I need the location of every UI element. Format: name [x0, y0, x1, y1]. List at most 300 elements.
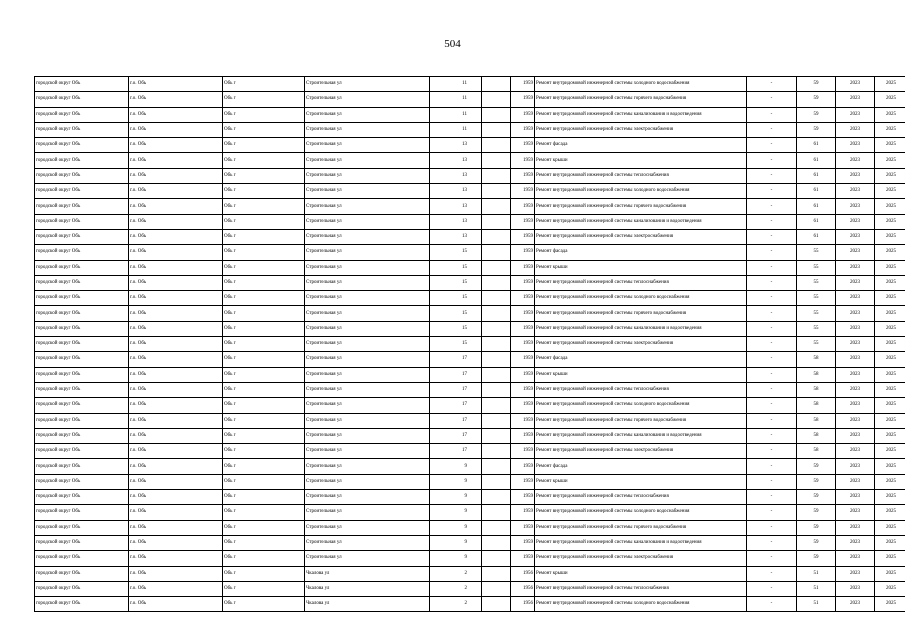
- blank-cell: [482, 168, 511, 183]
- blank-cell: [482, 505, 511, 520]
- locality-cell: Обь г: [223, 352, 305, 367]
- build-year-cell: 1959: [511, 459, 535, 474]
- build-year-cell: 1959: [511, 352, 535, 367]
- start-year-cell: 2023: [836, 199, 875, 214]
- table-row: [35, 413, 905, 428]
- street-cell: Строительная ул: [305, 214, 430, 229]
- street-cell: Чкалова ул: [305, 566, 430, 581]
- work-type-cell: Ремонт внутридомовой инженерной системы горячего водоснабжения: [535, 92, 747, 107]
- blank-cell: [482, 520, 511, 535]
- city-cell: г.о. Обь: [129, 306, 223, 321]
- city-cell: г.о. Обь: [129, 382, 223, 397]
- city-cell: г.о. Обь: [129, 413, 223, 428]
- dash-cell: -: [747, 535, 797, 550]
- value-cell: 61: [797, 214, 836, 229]
- work-type-cell: Ремонт внутридомовой инженерной системы электроснабжения: [535, 551, 747, 566]
- table-row: [35, 138, 905, 153]
- build-year-cell: 1959: [511, 122, 535, 137]
- dash-cell: -: [747, 566, 797, 581]
- end-year-cell: 2025: [875, 306, 905, 321]
- work-type-cell: Ремонт внутридомовой инженерной системы электроснабжения: [535, 122, 747, 137]
- city-cell: г.о. Обь: [129, 245, 223, 260]
- district-cell: городской округ Обь: [35, 214, 129, 229]
- district-cell: городской округ Обь: [35, 168, 129, 183]
- house-number-cell: 13: [430, 168, 482, 183]
- district-cell: городской округ Обь: [35, 413, 129, 428]
- build-year-cell: 1959: [511, 337, 535, 352]
- house-number-cell: 17: [430, 352, 482, 367]
- build-year-cell: 1959: [511, 168, 535, 183]
- city-cell: г.о. Обь: [129, 291, 223, 306]
- work-type-cell: Ремонт внутридомовой инженерной системы горячего водоснабжения: [535, 306, 747, 321]
- house-number-cell: 2: [430, 581, 482, 596]
- value-cell: 55: [797, 337, 836, 352]
- dash-cell: -: [747, 581, 797, 596]
- end-year-cell: 2025: [875, 321, 905, 336]
- end-year-cell: 2025: [875, 199, 905, 214]
- blank-cell: [482, 535, 511, 550]
- table-row: [35, 566, 905, 581]
- start-year-cell: 2023: [836, 321, 875, 336]
- work-type-cell: Ремонт фасада: [535, 245, 747, 260]
- locality-cell: Обь г: [223, 260, 305, 275]
- start-year-cell: 2023: [836, 107, 875, 122]
- blank-cell: [482, 245, 511, 260]
- locality-cell: Обь г: [223, 245, 305, 260]
- table-row: [35, 321, 905, 336]
- dash-cell: -: [747, 382, 797, 397]
- end-year-cell: 2025: [875, 275, 905, 290]
- dash-cell: -: [747, 459, 797, 474]
- repair-schedule-body: [35, 77, 905, 612]
- work-type-cell: Ремонт внутридомовой инженерной системы холодного водоснабжения: [535, 77, 747, 92]
- table-row: [35, 597, 905, 612]
- street-cell: Строительная ул: [305, 382, 430, 397]
- locality-cell: Обь г: [223, 444, 305, 459]
- build-year-cell: 1956: [511, 581, 535, 596]
- table-row: [35, 77, 905, 92]
- blank-cell: [482, 581, 511, 596]
- locality-cell: Обь г: [223, 413, 305, 428]
- table-row: [35, 214, 905, 229]
- table-row: [35, 153, 905, 168]
- work-type-cell: Ремонт фасада: [535, 459, 747, 474]
- house-number-cell: 15: [430, 245, 482, 260]
- street-cell: Строительная ул: [305, 535, 430, 550]
- city-cell: г.о. Обь: [129, 337, 223, 352]
- locality-cell: Обь г: [223, 122, 305, 137]
- work-type-cell: Ремонт фасада: [535, 138, 747, 153]
- district-cell: городской округ Обь: [35, 566, 129, 581]
- locality-cell: Обь г: [223, 398, 305, 413]
- table-row: [35, 275, 905, 290]
- end-year-cell: 2025: [875, 520, 905, 535]
- value-cell: 59: [797, 459, 836, 474]
- end-year-cell: 2025: [875, 77, 905, 92]
- city-cell: г.о. Обь: [129, 566, 223, 581]
- street-cell: Строительная ул: [305, 275, 430, 290]
- blank-cell: [482, 459, 511, 474]
- end-year-cell: 2025: [875, 107, 905, 122]
- start-year-cell: 2023: [836, 490, 875, 505]
- locality-cell: Обь г: [223, 306, 305, 321]
- blank-cell: [482, 122, 511, 137]
- table-row: [35, 444, 905, 459]
- city-cell: г.о. Обь: [129, 428, 223, 443]
- start-year-cell: 2023: [836, 337, 875, 352]
- table-row: [35, 398, 905, 413]
- house-number-cell: 2: [430, 566, 482, 581]
- table-row: [35, 551, 905, 566]
- city-cell: г.о. Обь: [129, 459, 223, 474]
- blank-cell: [482, 474, 511, 489]
- district-cell: городской округ Обь: [35, 184, 129, 199]
- district-cell: городской округ Обь: [35, 382, 129, 397]
- dash-cell: -: [747, 92, 797, 107]
- locality-cell: Обь г: [223, 275, 305, 290]
- district-cell: городской округ Обь: [35, 153, 129, 168]
- dash-cell: -: [747, 520, 797, 535]
- dash-cell: -: [747, 138, 797, 153]
- work-type-cell: Ремонт крыши: [535, 566, 747, 581]
- value-cell: 61: [797, 199, 836, 214]
- start-year-cell: 2023: [836, 122, 875, 137]
- work-type-cell: Ремонт внутридомовой инженерной системы канализования и водоотведения: [535, 535, 747, 550]
- work-type-cell: Ремонт крыши: [535, 367, 747, 382]
- build-year-cell: 1959: [511, 229, 535, 244]
- blank-cell: [482, 199, 511, 214]
- blank-cell: [482, 444, 511, 459]
- build-year-cell: 1959: [511, 199, 535, 214]
- locality-cell: Обь г: [223, 77, 305, 92]
- locality-cell: Обь г: [223, 490, 305, 505]
- table-row: [35, 184, 905, 199]
- table-row: [35, 245, 905, 260]
- street-cell: Строительная ул: [305, 199, 430, 214]
- start-year-cell: 2023: [836, 260, 875, 275]
- build-year-cell: 1959: [511, 505, 535, 520]
- end-year-cell: 2025: [875, 382, 905, 397]
- build-year-cell: 1959: [511, 428, 535, 443]
- value-cell: 55: [797, 291, 836, 306]
- value-cell: 55: [797, 306, 836, 321]
- city-cell: г.о. Обь: [129, 535, 223, 550]
- dash-cell: -: [747, 107, 797, 122]
- locality-cell: Обь г: [223, 291, 305, 306]
- locality-cell: Обь г: [223, 214, 305, 229]
- locality-cell: Обь г: [223, 597, 305, 612]
- locality-cell: Обь г: [223, 551, 305, 566]
- work-type-cell: Ремонт внутридомовой инженерной системы канализования и водоотведения: [535, 214, 747, 229]
- build-year-cell: 1959: [511, 107, 535, 122]
- end-year-cell: 2025: [875, 122, 905, 137]
- house-number-cell: 17: [430, 428, 482, 443]
- locality-cell: Обь г: [223, 107, 305, 122]
- build-year-cell: 1959: [511, 490, 535, 505]
- blank-cell: [482, 428, 511, 443]
- district-cell: городской округ Обь: [35, 77, 129, 92]
- locality-cell: Обь г: [223, 321, 305, 336]
- start-year-cell: 2023: [836, 581, 875, 596]
- dash-cell: -: [747, 398, 797, 413]
- dash-cell: -: [747, 444, 797, 459]
- table-row: [35, 168, 905, 183]
- district-cell: городской округ Обь: [35, 428, 129, 443]
- table-row: [35, 199, 905, 214]
- city-cell: г.о. Обь: [129, 184, 223, 199]
- end-year-cell: 2025: [875, 229, 905, 244]
- work-type-cell: Ремонт внутридомовой инженерной системы электроснабжения: [535, 337, 747, 352]
- table-row: [35, 107, 905, 122]
- end-year-cell: 2025: [875, 168, 905, 183]
- end-year-cell: 2025: [875, 92, 905, 107]
- blank-cell: [482, 291, 511, 306]
- city-cell: г.о. Обь: [129, 474, 223, 489]
- district-cell: городской округ Обь: [35, 321, 129, 336]
- build-year-cell: 1959: [511, 551, 535, 566]
- end-year-cell: 2025: [875, 505, 905, 520]
- street-cell: Строительная ул: [305, 291, 430, 306]
- end-year-cell: 2025: [875, 566, 905, 581]
- street-cell: Строительная ул: [305, 428, 430, 443]
- district-cell: городской округ Обь: [35, 581, 129, 596]
- locality-cell: Обь г: [223, 474, 305, 489]
- dash-cell: -: [747, 551, 797, 566]
- dash-cell: -: [747, 275, 797, 290]
- city-cell: г.о. Обь: [129, 551, 223, 566]
- value-cell: 59: [797, 505, 836, 520]
- district-cell: городской округ Обь: [35, 229, 129, 244]
- work-type-cell: Ремонт внутридомовой инженерной системы теплоснабжения: [535, 275, 747, 290]
- blank-cell: [482, 260, 511, 275]
- work-type-cell: Ремонт крыши: [535, 260, 747, 275]
- end-year-cell: 2025: [875, 444, 905, 459]
- district-cell: городской округ Обь: [35, 597, 129, 612]
- dash-cell: -: [747, 199, 797, 214]
- table-row: [35, 352, 905, 367]
- start-year-cell: 2023: [836, 138, 875, 153]
- end-year-cell: 2025: [875, 428, 905, 443]
- district-cell: городской округ Обь: [35, 275, 129, 290]
- house-number-cell: 9: [430, 535, 482, 550]
- end-year-cell: 2025: [875, 398, 905, 413]
- start-year-cell: 2023: [836, 520, 875, 535]
- start-year-cell: 2023: [836, 398, 875, 413]
- city-cell: г.о. Обь: [129, 398, 223, 413]
- work-type-cell: Ремонт внутридомовой инженерной системы канализования и водоотведения: [535, 321, 747, 336]
- street-cell: Строительная ул: [305, 229, 430, 244]
- street-cell: Строительная ул: [305, 520, 430, 535]
- value-cell: 58: [797, 352, 836, 367]
- locality-cell: Обь г: [223, 459, 305, 474]
- city-cell: г.о. Обь: [129, 199, 223, 214]
- start-year-cell: 2023: [836, 474, 875, 489]
- build-year-cell: 1959: [511, 321, 535, 336]
- dash-cell: -: [747, 428, 797, 443]
- build-year-cell: 1959: [511, 291, 535, 306]
- start-year-cell: 2023: [836, 382, 875, 397]
- district-cell: городской округ Обь: [35, 260, 129, 275]
- work-type-cell: Ремонт внутридомовой инженерной системы горячего водоснабжения: [535, 413, 747, 428]
- blank-cell: [482, 229, 511, 244]
- house-number-cell: 9: [430, 490, 482, 505]
- district-cell: городской округ Обь: [35, 107, 129, 122]
- table-row: [35, 474, 905, 489]
- start-year-cell: 2023: [836, 306, 875, 321]
- street-cell: Строительная ул: [305, 153, 430, 168]
- house-number-cell: 17: [430, 444, 482, 459]
- locality-cell: Обь г: [223, 92, 305, 107]
- build-year-cell: 1956: [511, 597, 535, 612]
- value-cell: 51: [797, 581, 836, 596]
- house-number-cell: 15: [430, 337, 482, 352]
- end-year-cell: 2025: [875, 352, 905, 367]
- blank-cell: [482, 184, 511, 199]
- build-year-cell: 1956: [511, 566, 535, 581]
- value-cell: 55: [797, 260, 836, 275]
- start-year-cell: 2023: [836, 275, 875, 290]
- street-cell: Чкалова ул: [305, 597, 430, 612]
- house-number-cell: 11: [430, 77, 482, 92]
- start-year-cell: 2023: [836, 535, 875, 550]
- table-row: [35, 428, 905, 443]
- work-type-cell: Ремонт внутридомовой инженерной системы холодного водоснабжения: [535, 597, 747, 612]
- value-cell: 58: [797, 444, 836, 459]
- blank-cell: [482, 275, 511, 290]
- build-year-cell: 1959: [511, 520, 535, 535]
- house-number-cell: 17: [430, 413, 482, 428]
- blank-cell: [482, 398, 511, 413]
- house-number-cell: 13: [430, 199, 482, 214]
- district-cell: городской округ Обь: [35, 138, 129, 153]
- table-row: [35, 505, 905, 520]
- district-cell: городской округ Обь: [35, 352, 129, 367]
- dash-cell: -: [747, 474, 797, 489]
- blank-cell: [482, 352, 511, 367]
- table-row: [35, 581, 905, 596]
- blank-cell: [482, 77, 511, 92]
- table-row: [35, 306, 905, 321]
- work-type-cell: Ремонт внутридомовой инженерной системы холодного водоснабжения: [535, 184, 747, 199]
- locality-cell: Обь г: [223, 520, 305, 535]
- blank-cell: [482, 551, 511, 566]
- city-cell: г.о. Обь: [129, 153, 223, 168]
- build-year-cell: 1959: [511, 413, 535, 428]
- dash-cell: -: [747, 597, 797, 612]
- end-year-cell: 2025: [875, 535, 905, 550]
- blank-cell: [482, 413, 511, 428]
- start-year-cell: 2023: [836, 92, 875, 107]
- build-year-cell: 1959: [511, 260, 535, 275]
- work-type-cell: Ремонт внутридомовой инженерной системы теплоснабжения: [535, 581, 747, 596]
- build-year-cell: 1959: [511, 275, 535, 290]
- value-cell: 59: [797, 551, 836, 566]
- street-cell: Строительная ул: [305, 367, 430, 382]
- district-cell: городской округ Обь: [35, 520, 129, 535]
- blank-cell: [482, 92, 511, 107]
- value-cell: 59: [797, 535, 836, 550]
- value-cell: 58: [797, 382, 836, 397]
- dash-cell: -: [747, 291, 797, 306]
- house-number-cell: 15: [430, 291, 482, 306]
- start-year-cell: 2023: [836, 551, 875, 566]
- street-cell: Строительная ул: [305, 92, 430, 107]
- district-cell: городской округ Обь: [35, 459, 129, 474]
- build-year-cell: 1959: [511, 398, 535, 413]
- end-year-cell: 2025: [875, 597, 905, 612]
- district-cell: городской округ Обь: [35, 444, 129, 459]
- district-cell: городской округ Обь: [35, 398, 129, 413]
- blank-cell: [482, 306, 511, 321]
- locality-cell: Обь г: [223, 229, 305, 244]
- value-cell: 59: [797, 77, 836, 92]
- house-number-cell: 17: [430, 382, 482, 397]
- value-cell: 51: [797, 566, 836, 581]
- house-number-cell: 9: [430, 551, 482, 566]
- locality-cell: Обь г: [223, 566, 305, 581]
- build-year-cell: 1959: [511, 367, 535, 382]
- dash-cell: -: [747, 306, 797, 321]
- build-year-cell: 1959: [511, 535, 535, 550]
- street-cell: Строительная ул: [305, 306, 430, 321]
- work-type-cell: Ремонт крыши: [535, 474, 747, 489]
- value-cell: 61: [797, 138, 836, 153]
- start-year-cell: 2023: [836, 444, 875, 459]
- house-number-cell: 13: [430, 153, 482, 168]
- value-cell: 59: [797, 474, 836, 489]
- dash-cell: -: [747, 77, 797, 92]
- street-cell: Строительная ул: [305, 77, 430, 92]
- end-year-cell: 2025: [875, 291, 905, 306]
- table-row: [35, 291, 905, 306]
- dash-cell: -: [747, 337, 797, 352]
- value-cell: 55: [797, 321, 836, 336]
- city-cell: г.о. Обь: [129, 122, 223, 137]
- city-cell: г.о. Обь: [129, 92, 223, 107]
- street-cell: Строительная ул: [305, 260, 430, 275]
- work-type-cell: Ремонт фасада: [535, 352, 747, 367]
- locality-cell: Обь г: [223, 367, 305, 382]
- value-cell: 55: [797, 275, 836, 290]
- city-cell: г.о. Обь: [129, 260, 223, 275]
- house-number-cell: 11: [430, 122, 482, 137]
- end-year-cell: 2025: [875, 551, 905, 566]
- end-year-cell: 2025: [875, 245, 905, 260]
- work-type-cell: Ремонт внутридомовой инженерной системы электроснабжения: [535, 229, 747, 244]
- work-type-cell: Ремонт внутридомовой инженерной системы электроснабжения: [535, 444, 747, 459]
- city-cell: г.о. Обь: [129, 520, 223, 535]
- street-cell: Строительная ул: [305, 474, 430, 489]
- district-cell: городской округ Обь: [35, 306, 129, 321]
- house-number-cell: 17: [430, 398, 482, 413]
- build-year-cell: 1959: [511, 153, 535, 168]
- blank-cell: [482, 367, 511, 382]
- street-cell: Строительная ул: [305, 168, 430, 183]
- table-row: [35, 490, 905, 505]
- value-cell: 61: [797, 184, 836, 199]
- table-row: [35, 520, 905, 535]
- dash-cell: -: [747, 184, 797, 199]
- table-row: [35, 92, 905, 107]
- end-year-cell: 2025: [875, 153, 905, 168]
- work-type-cell: Ремонт внутридомовой инженерной системы холодного водоснабжения: [535, 398, 747, 413]
- locality-cell: Обь г: [223, 581, 305, 596]
- district-cell: городской округ Обь: [35, 245, 129, 260]
- district-cell: городской округ Обь: [35, 551, 129, 566]
- work-type-cell: Ремонт внутридомовой инженерной системы теплоснабжения: [535, 168, 747, 183]
- value-cell: 59: [797, 520, 836, 535]
- house-number-cell: 13: [430, 184, 482, 199]
